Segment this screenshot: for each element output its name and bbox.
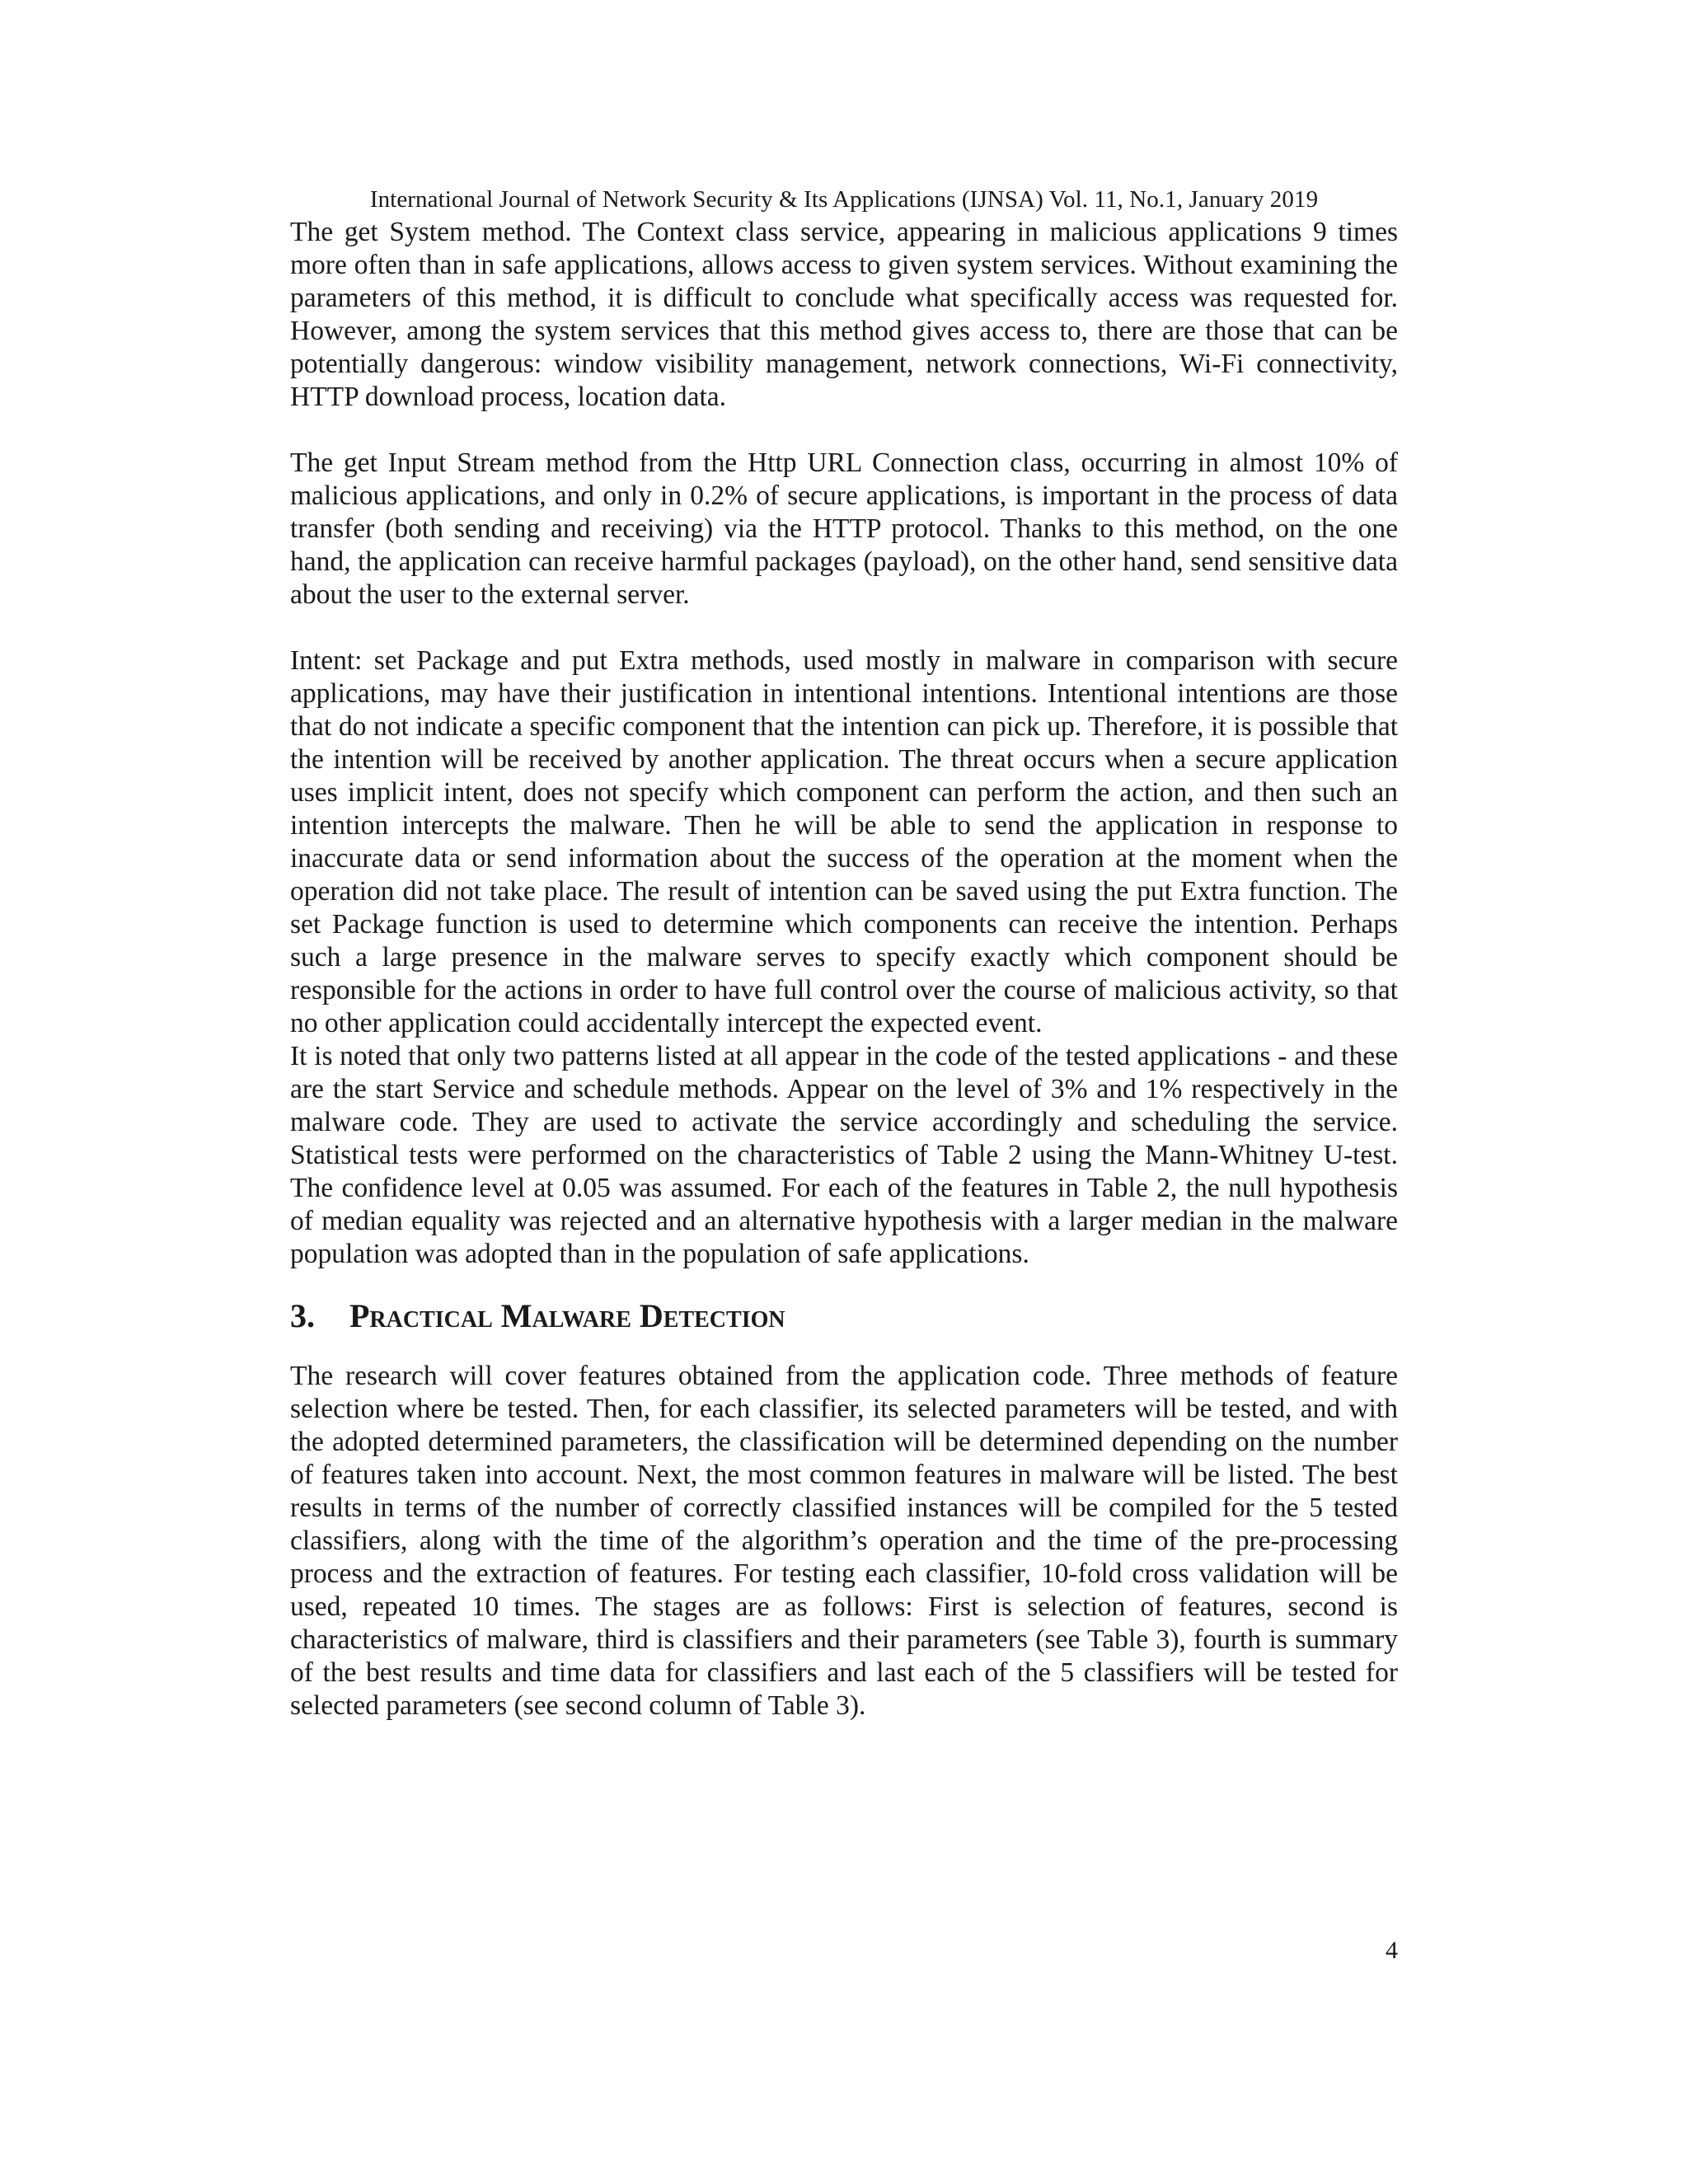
page-number: 4 <box>1386 1937 1398 1964</box>
running-header: International Journal of Network Security & Its Applications (IJNSA) Vol. 11, No.1, January 2019 <box>369 186 1319 213</box>
section-title: Practical Malware Detection <box>349 1297 785 1334</box>
paragraph-get-input-stream-method: The get Input Stream method from the Http URL Connection class, occurring in almost 10% of malicious applications, and only in 0.2% of secure applications, is important in the process of data transfer (both sending and receiving) via the HTTP protocol. Thanks to this method, on the one hand, the application can receive harmful packages (payload), on the other hand, send sensitive data about the user to the external server. <box>290 448 1398 610</box>
section-heading <box>290 1296 785 1337</box>
paragraph-get-system-method: The get System method. The Context class service, appearing in malicious applications 9 times more often than in safe applications, allows access to given system services. Without examining the parameters of this method, it is difficult to conclude what specifically access was requested for. However, among the system services that this method gives access to, there are those that can be potentially dangerous: window visibility management, network connections, Wi-Fi connectivity, HTTP download process, location data. <box>290 217 1398 412</box>
section-number: 3. <box>290 1297 315 1334</box>
section-text-block <box>290 1360 1398 1722</box>
body-text-block <box>290 216 1398 1271</box>
paragraph-intent-methods: Intent: set Package and put Extra methods, used mostly in malware in comparison with secure applications, may have their justification in intentional intentions. Intentional intentions are those that do not indicate a specific component that the intention can pick up. Therefore, it is possible that the intention will be received by another application. The threat occurs when a secure application uses implicit intent, does not specify which component can perform the action, and then such an intention intercepts the malware. Then he will be able to send the application in response to inaccurate data or send information about the success of the operation at the moment when the operation did not take place. The result of intention can be saved using the put Extra function. The set Package function is used to determine which components can receive the intention. Perhaps such a large presence in the malware serves to specify exactly which component should be responsible for the actions in order to have full control over the course of malicious activity, so that no other application could accidentally intercept the expected event. <box>290 645 1398 1038</box>
paragraph-statistical-tests: It is noted that only two patterns listed at all appear in the code of the tested applications - and these are the start Service and schedule methods. Appear on the level of 3% and 1% respectively in the malware code. They are used to activate the service accordingly and scheduling the service. Statistical tests were performed on the characteristics of Table 2 using the Mann-Whitney U-test. The confidence level at 0.05 was assumed. For each of the features in Table 2, the null hypothesis of median equality was rejected and an alternative hypothesis with a larger median in the malware population was adopted than in the population of safe applications. <box>290 1041 1398 1269</box>
paragraph-research-overview: The research will cover features obtained from the application code. Three methods of feature selection where be tested. Then, for each classifier, its selected parameters will be tested, and with the adopted determined parameters, the classification will be determined depending on the number of features taken into account. Next, the most common features in malware will be listed. The best results in terms of the number of correctly classified instances will be compiled for the 5 tested classifiers, along with the time of the algorithm’s operation and the time of the pre-processing process and the extraction of features. For testing each classifier, 10-fold cross validation will be used, repeated 10 times. The stages are as follows: First is selection of features, second is characteristics of malware, third is classifiers and their parameters (see Table 3), fourth is summary of the best results and time data for classifiers and last each of the 5 classifiers will be tested for selected parameters (see second column of Table 3). <box>290 1361 1398 1721</box>
